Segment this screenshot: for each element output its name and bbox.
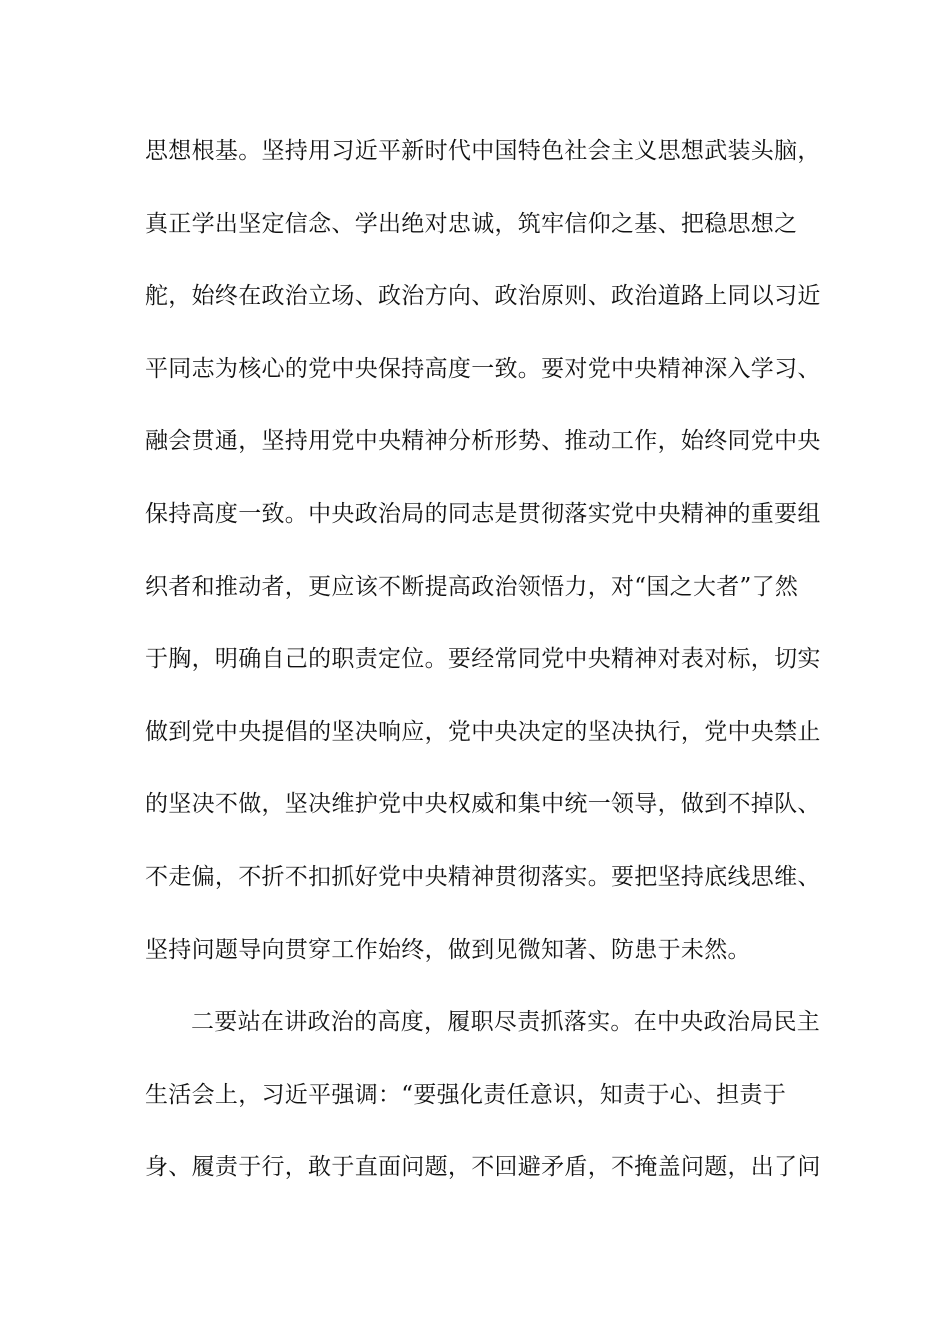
text-line: 真正学出坚定信念、学出绝对忠诚，筑牢信仰之基、把稳思想之 [145,210,798,237]
text-line: 于胸，明确自己的职责定位。要经常同党中央精神对表对标，切实 [145,646,821,673]
text-line: 身、履责于行，敢于直面问题，不回避矛盾，不掩盖问题，出了问 [145,1154,821,1181]
text-line: 融会贯通，坚持用党中央精神分析形势、推动工作，始终同党中央 [145,428,821,455]
text-line: 生活会上，习近平强调：“要强化责任意识，知责于心、担责于 [145,1081,787,1108]
text-line: 不走偏，不折不扣抓好党中央精神贯彻落实。要把坚持底线思维、 [145,863,821,890]
text-line: 保持高度一致。中央政治局的同志是贯彻落实党中央精神的重要组 [145,500,821,527]
text-line: 坚持问题导向贯穿工作始终，做到见微知著、防患于未然。 [145,936,751,963]
text-line: 舵，始终在政治立场、政治方向、政治原则、政治道路上同以习近 [145,283,821,310]
text-line: 的坚决不做，坚决维护党中央权威和集中统一领导，做到不掉队、 [145,791,821,818]
text-line: 平同志为核心的党中央保持高度一致。要对党中央精神深入学习、 [145,355,821,382]
text-line: 织者和推动者，更应该不断提高政治领悟力，对“国之大者”了然 [145,573,799,600]
text-line: 思想根基。坚持用习近平新时代中国特色社会主义思想武装头脑， [145,138,821,164]
body-text [145,128,821,1217]
paragraph-start-line: 二要站在讲政治的高度，履职尽责抓落实。在中央政治局民主 [191,1009,821,1036]
text-line: 做到党中央提倡的坚决响应，党中央决定的坚决执行，党中央禁止 [145,718,821,745]
